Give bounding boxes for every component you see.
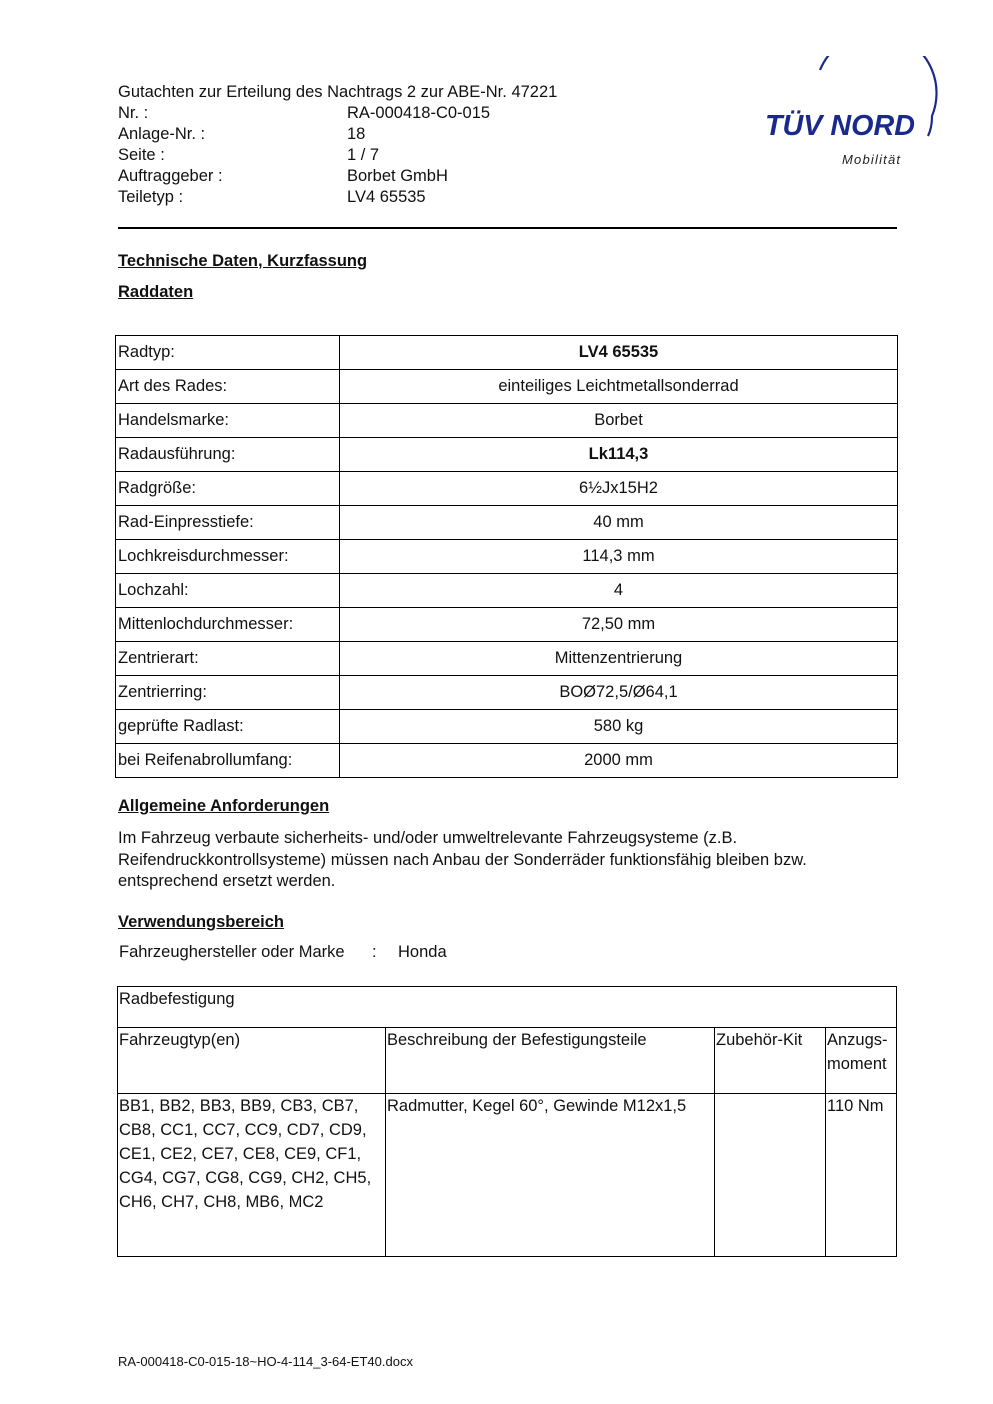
maker-colon: :: [372, 943, 377, 961]
table-row: Zentrierart: Mittenzentrierung: [116, 642, 898, 676]
fastening-description-cell: Radmutter, Kegel 60°, Gewinde M12x1,5: [386, 1094, 715, 1257]
header-row: Anlage-Nr. : 18: [118, 125, 366, 143]
header-row: Seite : 1 / 7: [118, 146, 380, 164]
header-row: Auftraggeber : Borbet GmbH: [118, 167, 448, 185]
raddaten-heading: Raddaten: [118, 283, 194, 301]
column-header: Fahrzeugtyp(en): [118, 1028, 386, 1094]
footer-filename: RA-000418-C0-015-18~HO-4-114_3-64-ET40.docx: [118, 1354, 413, 1369]
table-row: [118, 1028, 897, 1094]
table-row: Art des Rades: einteiliges Leichtmetallsonderrad: [116, 370, 898, 404]
table-row: [118, 1094, 897, 1257]
table-row: Lochkreisdurchmesser: 114,3 mm: [116, 540, 898, 574]
table-row: Zentrierring: BOØ72,5/Ø64,1: [116, 676, 898, 710]
torque-cell: 110 Nm: [826, 1094, 897, 1257]
table-row: Lochzahl: 4: [116, 574, 898, 608]
table-row: Handelsmarke: Borbet: [116, 404, 898, 438]
header-divider: [118, 227, 897, 229]
column-header: Anzugs-moment: [826, 1028, 897, 1094]
table-row: Radausführung: Lk114,3: [116, 438, 898, 472]
header-row: Teiletyp : LV4 65535: [118, 188, 426, 206]
tech-data-heading: Technische Daten, Kurzfassung: [118, 252, 368, 270]
wheel-mount-table: [117, 986, 897, 1257]
table-row: Radtyp: LV4 65535: [116, 336, 898, 370]
vehicle-maker-line: [119, 943, 447, 962]
document-header: [118, 82, 718, 208]
table-row: [118, 987, 897, 1028]
logo-brand-text: TÜV NORD: [765, 110, 917, 142]
usage-heading: Verwendungsbereich: [118, 913, 284, 931]
general-requirements-text: Im Fahrzeug verbaute sicherheits- und/oder umweltrelevante Fahrzeugsysteme (z.B. Reifendruckkontrollsysteme) müssen nach Anbau der Sonderräder funktionsfähig bleiben bzw. entsprechend ersetzt werden.: [118, 829, 807, 890]
table-row: Rad-Einpresstiefe: 40 mm: [116, 506, 898, 540]
maker-value: Honda: [398, 943, 447, 961]
table-row: Radgröße: 6½Jx15H2: [116, 472, 898, 506]
column-header: Zubehör-Kit: [715, 1028, 826, 1094]
maker-label: Fahrzeughersteller oder Marke: [119, 943, 345, 961]
logo-sub-text: Mobilität: [842, 152, 902, 167]
table-row: bei Reifenabrollumfang: 2000 mm: [116, 744, 898, 778]
vehicle-types-cell: BB1, BB2, BB3, BB9, CB3, CB7, CB8, CC1, CC7, CC9, CD7, CD9, CE1, CE2, CE7, CE8, CE9, CF1, CG4, CG7, CG8, CG9, CH2, CH5, CH6, CH7, CH8, MB6, MC2: [118, 1094, 386, 1257]
wheel-data-table: [115, 335, 898, 778]
header-row: Nr. : RA-000418-C0-015: [118, 104, 491, 122]
general-requirements-heading: Allgemeine Anforderungen: [118, 797, 330, 815]
accessory-kit-cell: [715, 1094, 826, 1257]
mount-title: Radbefestigung: [118, 987, 897, 1028]
table-row: geprüfte Radlast: 580 kg: [116, 710, 898, 744]
column-header: Beschreibung der Befestigungsteile: [386, 1028, 715, 1094]
tuv-nord-logo: [760, 56, 945, 176]
table-row: Mittenlochdurchmesser: 72,50 mm: [116, 608, 898, 642]
report-title: Gutachten zur Erteilung des Nachtrags 2 zur ABE-Nr. 47221: [118, 83, 558, 101]
